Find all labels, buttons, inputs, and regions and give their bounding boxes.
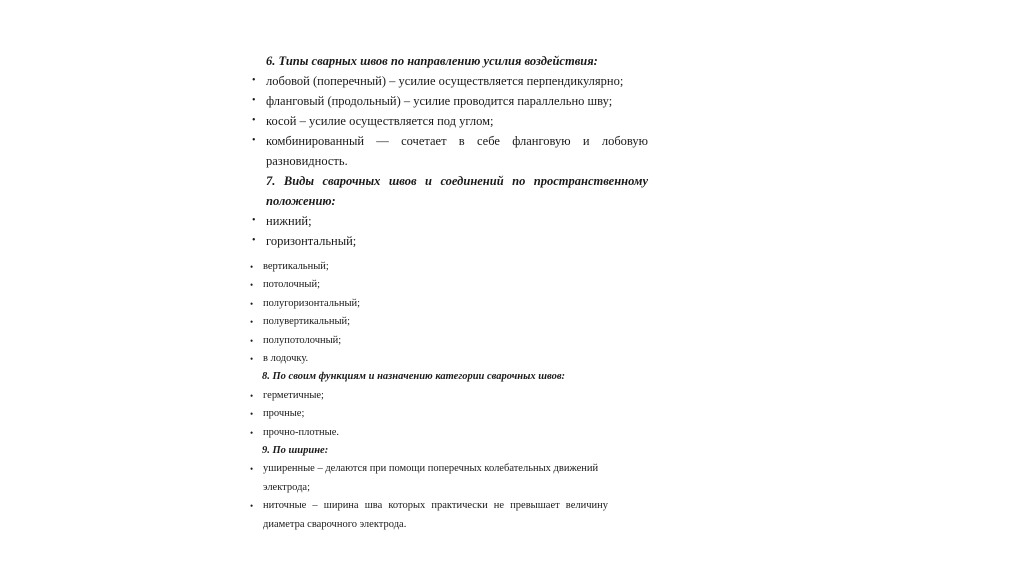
section-7-list (248, 211, 648, 251)
list-item-continuation: диаметра сварочного электрода. (263, 518, 407, 530)
text-block-upper (248, 51, 648, 251)
section-9-list-2 (248, 497, 608, 515)
list-item: • в лодочку. (248, 350, 608, 368)
list-item: • герметичные; (248, 387, 608, 405)
list-item: • потолочный; (248, 276, 608, 294)
bullet-icon: • (250, 501, 254, 512)
section-7-heading-continuation: положению: (266, 194, 336, 208)
section-7-heading: 7. Виды сварочных швов и соединений по пространственному (266, 174, 648, 188)
list-item: • полугоризонтальный; (248, 295, 608, 313)
list-item-continuation: разновидность. (266, 154, 348, 168)
bullet-icon: • (252, 235, 256, 246)
bullet-icon: • (250, 427, 254, 438)
bullet-icon: • (250, 262, 254, 272)
bullet-icon: • (250, 335, 254, 346)
bullet-icon: • (250, 280, 254, 291)
bullet-icon: • (250, 354, 254, 365)
list-item-continuation: электрода; (263, 481, 311, 493)
section-6-list (248, 71, 648, 151)
list-item: • полупотолочный; (248, 332, 608, 350)
list-item: • горизонтальный; (248, 231, 648, 251)
bullet-icon: • (252, 95, 256, 106)
list-item: • прочно-плотные. (248, 424, 608, 442)
list-item: • ниточные – ширина шва которых практически не превышает величину (248, 497, 608, 515)
section-8-list (248, 387, 608, 442)
section-6-heading: 6. Типы сварных швов по направлению усилия воздействия: (266, 54, 598, 68)
bullet-icon: • (250, 298, 254, 309)
bullet-icon: • (250, 390, 254, 401)
list-item: • косой – усилие осуществляется под углом; (248, 111, 648, 131)
section-9-heading: 9. По ширине: (262, 445, 329, 457)
text-block-lower (248, 258, 608, 534)
bullet-icon: • (250, 317, 254, 328)
bullet-icon: • (252, 75, 256, 86)
bullet-icon: • (252, 115, 256, 126)
list-item: • комбинированный — сочетает в себе фланговую и лобовую (248, 131, 648, 151)
list-item: • фланговый (продольный) – усилие проводится параллельно шву; (248, 91, 648, 111)
list-item: • лобовой (поперечный) – усилие осуществляется перпендикулярно; (248, 71, 648, 91)
list-item: • прочные; (248, 405, 608, 423)
list-item: • нижний; (248, 211, 648, 231)
bullet-icon: • (252, 215, 256, 226)
bullet-icon: • (250, 464, 254, 475)
section-8-heading: 8. По своим функциям и назначению категории сварочных швов: (262, 371, 566, 383)
bullet-icon: • (250, 409, 254, 420)
list-item: • полувертикальный; (248, 313, 608, 331)
bullet-icon: • (252, 135, 256, 146)
list-item: • вертикальный; (248, 258, 608, 276)
section-7-list-continued (248, 258, 608, 368)
list-item: • уширенные – делаются при помощи поперечных колебательных движений (248, 460, 608, 478)
section-9-list (248, 460, 608, 478)
